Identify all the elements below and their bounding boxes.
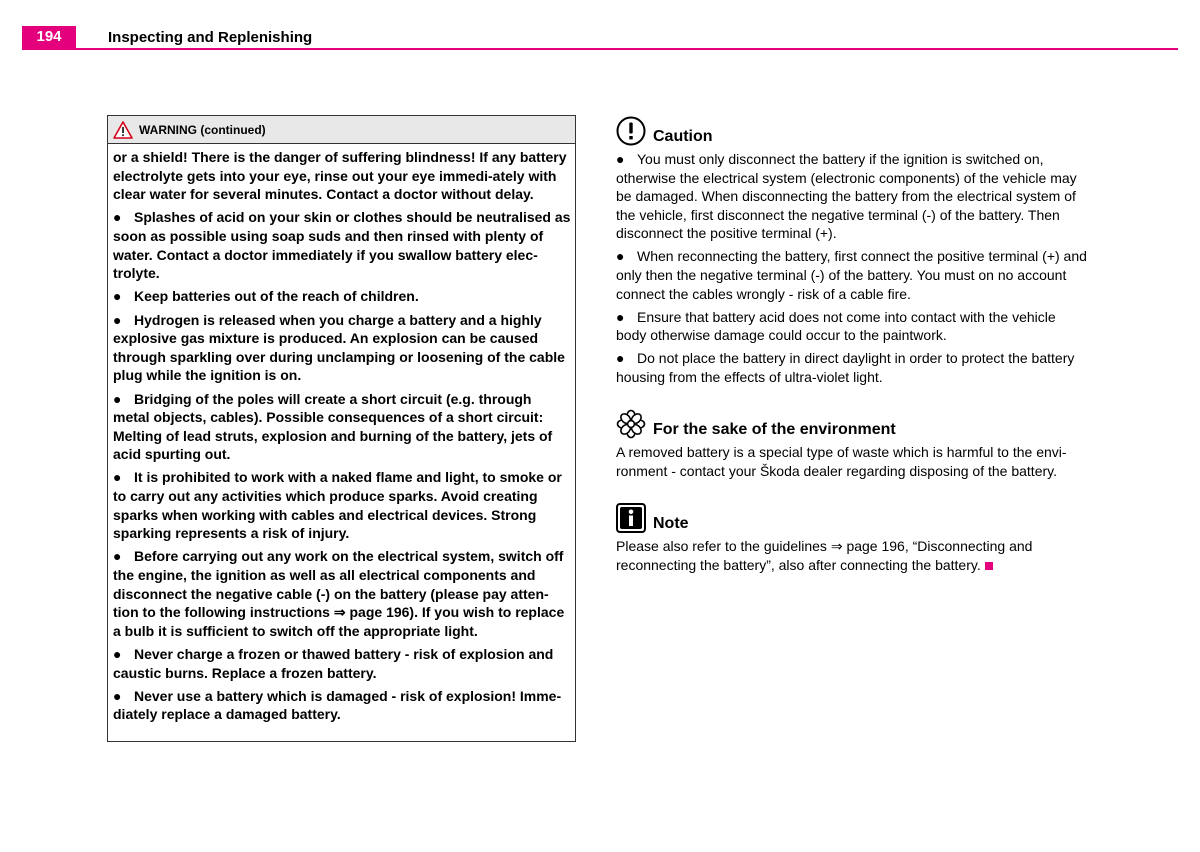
caution-item: ● Ensure that battery acid does not come into contact with the vehicle body otherwise damage could occur to the paintwork.	[616, 308, 1056, 344]
warning-intro: or a shield! There is the danger of suffering blindness! If any battery electrolyte gets into your eye, rinse out your eye immedi-ately with clear water for several minutes. Contact a doctor without delay.	[113, 149, 567, 203]
warning-item: ● Splashes of acid on your skin or clothes should be neutralised as soon as possible using soap suds and then rinsed with plenty of water. Contact a doctor immediately if you swallow battery elec-trolyte.	[113, 209, 571, 282]
caution-title: Caution	[653, 128, 713, 145]
page-header	[22, 24, 1178, 50]
warning-item: ● Keep batteries out of the reach of children.	[113, 288, 419, 305]
bullet-icon: ●	[616, 248, 625, 265]
note-section	[616, 503, 1088, 574]
caution-item: ● When reconnecting the battery, first connect the positive terminal (+) and only then the negative terminal (-) of the battery. You must on no account connect the cables wrongly - risk of a cable fire.	[616, 248, 1087, 302]
bullet-icon: ●	[113, 288, 122, 305]
header-rule	[22, 48, 1178, 50]
environment-section	[616, 409, 1088, 480]
warning-triangle-icon	[113, 121, 133, 139]
warning-title: WARNING (continued)	[139, 122, 266, 137]
page-reference-link[interactable]: page 196, “Disconnecting and reconnecting the battery”, also after connecting the battery.	[616, 538, 1033, 574]
environment-flower-icon	[616, 409, 646, 439]
bullet-icon: ●	[113, 469, 122, 486]
warning-item: ● Hydrogen is released when you charge a battery and a highly explosive gas mixture is produced. An explosion can be caused through sparkling over during unclamping or loosening of the cable plug while the ignition is on.	[113, 311, 565, 384]
end-square-icon	[985, 562, 993, 570]
bullet-icon: ●	[113, 209, 122, 226]
page-reference-link[interactable]: page 196). If you wish to replace a bulb it is sufficient to switch off the appropriate light.	[113, 604, 565, 639]
note-info-icon	[616, 503, 646, 533]
bullet-icon: ●	[113, 646, 122, 662]
warning-box	[107, 115, 576, 742]
environment-title: For the sake of the environment	[653, 421, 896, 439]
warning-item-electrical: ● Before carrying out any work on the electrical system, switch off the engine, the ignition as well as all electrical components and disconnect the negative cable (-) on the battery (please pay atten-tion to the following instructions ⇒ page 196). If you wish to replace a bulb it is sufficient to switch off the appropriate light.	[113, 548, 565, 639]
note-heading	[616, 503, 1088, 533]
bullet-icon: ●	[113, 311, 122, 328]
warning-item: ● Never use a battery which is damaged - risk of explosion! Imme-diately replace a damaged battery.	[113, 687, 562, 723]
caution-heading	[616, 116, 1088, 146]
right-column	[616, 116, 1088, 575]
environment-text: A removed battery is a special type of waste which is harmful to the envi-ronment - contact your Škoda dealer regarding disposing of the battery.	[616, 444, 1067, 479]
bullet-icon: ●	[113, 390, 122, 407]
warning-item: ● Bridging of the poles will create a short circuit (e.g. through metal objects, cables). Possible consequences of a short circuit: Melting of lead struts, explosion and burning of the battery, jets of acid spurting out.	[113, 390, 553, 463]
cross-reference-arrow-icon: ⇒	[333, 604, 346, 621]
bullet-icon: ●	[113, 687, 122, 704]
warning-header	[108, 116, 575, 144]
cross-reference-arrow-icon: ⇒	[830, 538, 843, 555]
caution-item: ● Do not place the battery in direct daylight in order to protect the battery housing from the effects of ultra-violet light.	[616, 350, 1075, 385]
warning-body	[108, 144, 575, 724]
bullet-icon: ●	[113, 548, 122, 565]
bullet-icon: ●	[616, 350, 625, 367]
bullet-icon: ●	[616, 308, 625, 325]
environment-heading	[616, 409, 1088, 439]
warning-item: ● It is prohibited to work with a naked flame and light, to smoke or to carry out any activities which produce sparks. Avoid creating sparks when working with cables and electrical devices. Strong sparking represents a risk of injury.	[113, 469, 562, 542]
caution-section	[616, 116, 1088, 386]
warning-item: ● Never charge a frozen or thawed battery - risk of explosion and caustic burns. Replace a frozen battery.	[113, 646, 554, 681]
bullet-icon: ●	[616, 151, 625, 167]
caution-exclamation-icon	[616, 116, 646, 146]
note-text: Please also refer to the guidelines ⇒ page 196, “Disconnecting and reconnecting the battery”, also after connecting the battery.	[616, 538, 1033, 574]
page-number: 194	[22, 26, 76, 48]
section-title: Inspecting and Replenishing	[108, 29, 313, 46]
caution-item: ● You must only disconnect the battery if the ignition is switched on, otherwise the electrical system (electronic components) of the vehicle may be damaged. When disconnecting the battery from the electrical system of the vehicle, first disconnect the negative terminal (-) of the battery. Then disconnect the positive terminal (+).	[616, 151, 1077, 242]
note-title: Note	[653, 515, 689, 533]
